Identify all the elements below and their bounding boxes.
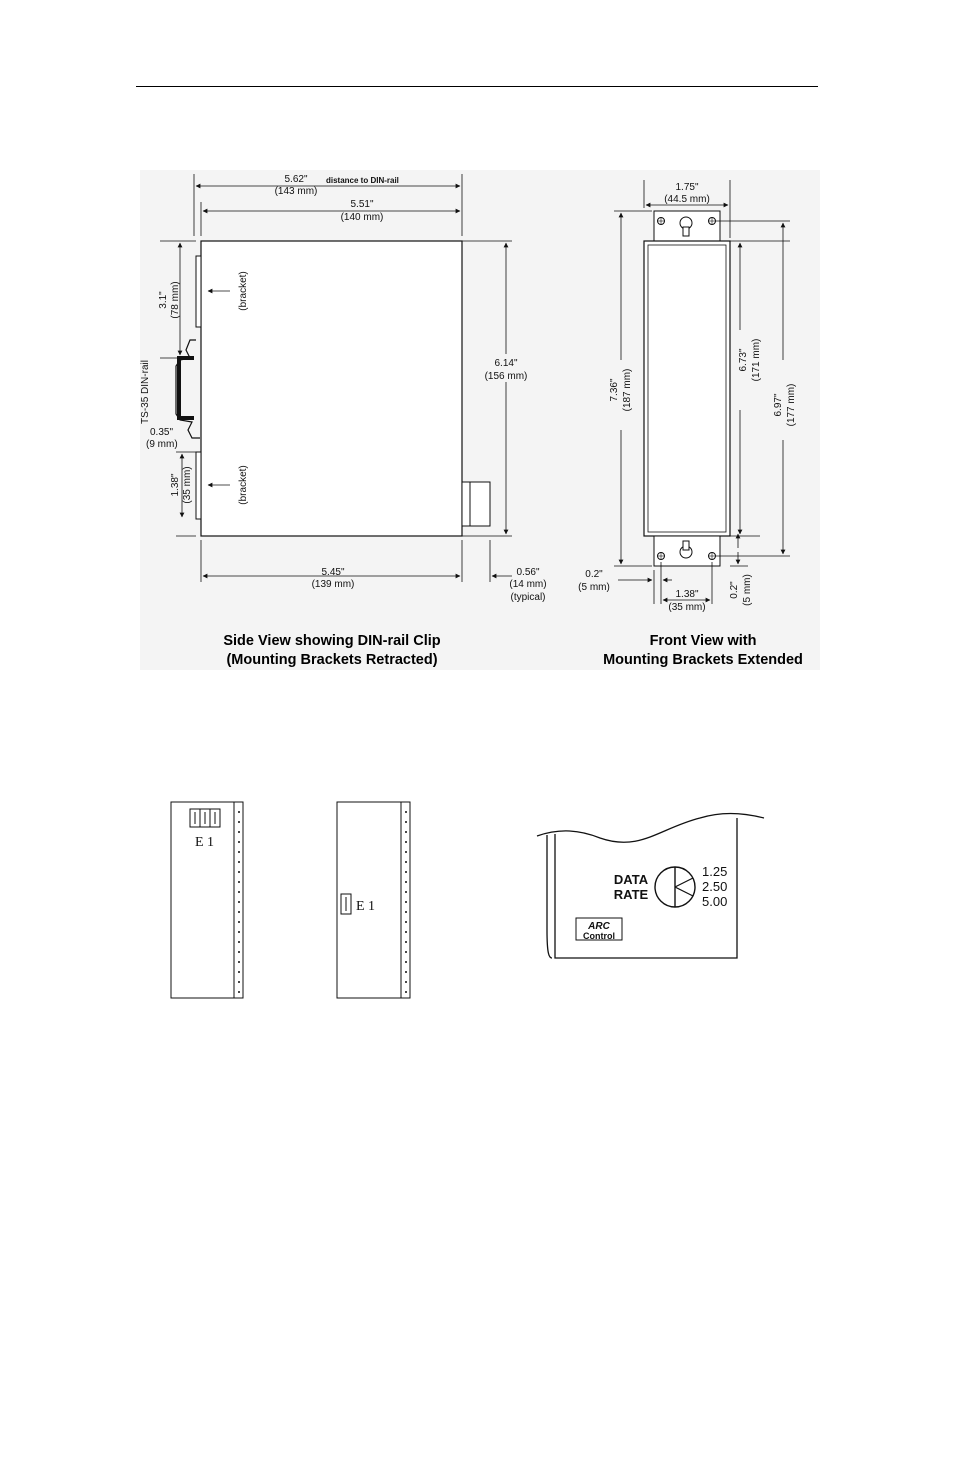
dim-total-in: 7.36" [609, 378, 620, 402]
dim-connector-in: 0.56" [516, 567, 540, 578]
jumper-and-switch-figures [0, 790, 954, 1050]
dim-hole-spacing-in: 1.38" [675, 589, 699, 600]
side-caption-line1: Side View showing DIN-rail Clip [223, 633, 441, 649]
bracket-label-upper: (bracket) [238, 271, 249, 311]
dim-overall-mm: (143 mm) [274, 186, 318, 197]
dim-overall-in: 5.62" [284, 174, 308, 185]
jumper-board-middle [337, 802, 410, 998]
dim-edge-in: 0.2" [585, 569, 603, 580]
jumper-board-left [171, 802, 243, 998]
rail-label: TS-35 DIN-rail [140, 360, 151, 424]
dim-bottom-mm: (139 mm) [311, 579, 355, 590]
data-rate-option-2: 2.50 [702, 879, 728, 894]
dim-width-in: 1.75" [675, 182, 699, 193]
bracket-label-lower: (bracket) [238, 465, 249, 505]
data-rate-option-1: 1.25 [702, 864, 728, 879]
front-body [644, 241, 730, 536]
jumper-block-1pin [341, 894, 351, 914]
dim-edge-mm: (5 mm) [578, 582, 610, 593]
dim-height-in: 6.14" [494, 358, 518, 369]
din-rail [179, 358, 194, 418]
front-caption-line2: Mounting Brackets Extended [603, 652, 803, 668]
dim-clip-mm: (9 mm) [146, 439, 178, 450]
dim-holes-in: 6.97" [773, 393, 784, 417]
jumper-label-left: E 1 [195, 835, 215, 850]
dim-connector-mm: (14 mm) [509, 579, 547, 590]
dim-hole-spacing-mm: (35 mm) [668, 602, 706, 613]
logo-bottom-text: Control [583, 931, 615, 941]
dim-depth-in: 5.51" [350, 199, 374, 210]
dim-top-bracket-in: 3.1" [158, 291, 169, 309]
lower-bracket [196, 452, 201, 519]
dimension-drawing [0, 0, 954, 700]
dim-holes-mm: (177 mm) [786, 383, 797, 427]
logo-top-text: ARC [588, 921, 610, 932]
dim-top-bracket-mm: (78 mm) [170, 281, 181, 319]
dim-bottom-in: 5.45" [321, 567, 345, 578]
dim-overall-note: distance to DIN-rail [326, 176, 399, 185]
upper-bracket [196, 256, 201, 327]
front-view [578, 180, 803, 668]
dim-vert-edge-in: 0.2" [729, 581, 740, 599]
data-rate-selector-dial [655, 867, 695, 907]
dim-connector-note: (typical) [510, 592, 546, 603]
front-caption-line1: Front View with [649, 633, 757, 649]
side-caption-line2: (Mounting Brackets Retracted) [226, 652, 438, 668]
data-rate-label-line2: RATE [613, 887, 649, 902]
connector [462, 482, 490, 526]
dim-lower-bracket-mm: (35 mm) [182, 466, 193, 504]
jumper-block-3pin [190, 809, 220, 827]
dim-body-in: 6.73" [738, 348, 749, 372]
data-rate-panel [537, 814, 764, 959]
dim-vert-edge-mm: (5 mm) [742, 574, 753, 606]
jumper-label-middle: E 1 [356, 899, 376, 914]
side-view [140, 174, 547, 668]
dim-total-mm: (187 mm) [622, 368, 633, 412]
dim-body-mm: (171 mm) [751, 338, 762, 382]
arc-control-logo [576, 918, 622, 941]
dim-height-mm: (156 mm) [484, 371, 528, 382]
dim-depth-mm: (140 mm) [340, 212, 384, 223]
dim-clip-in: 0.35" [150, 427, 174, 438]
dim-width-mm: (44.5 mm) [664, 194, 710, 205]
dim-lower-bracket-in: 1.38" [170, 473, 181, 497]
data-rate-option-3: 5.00 [702, 894, 728, 909]
data-rate-label-line1: DATA [613, 872, 649, 887]
